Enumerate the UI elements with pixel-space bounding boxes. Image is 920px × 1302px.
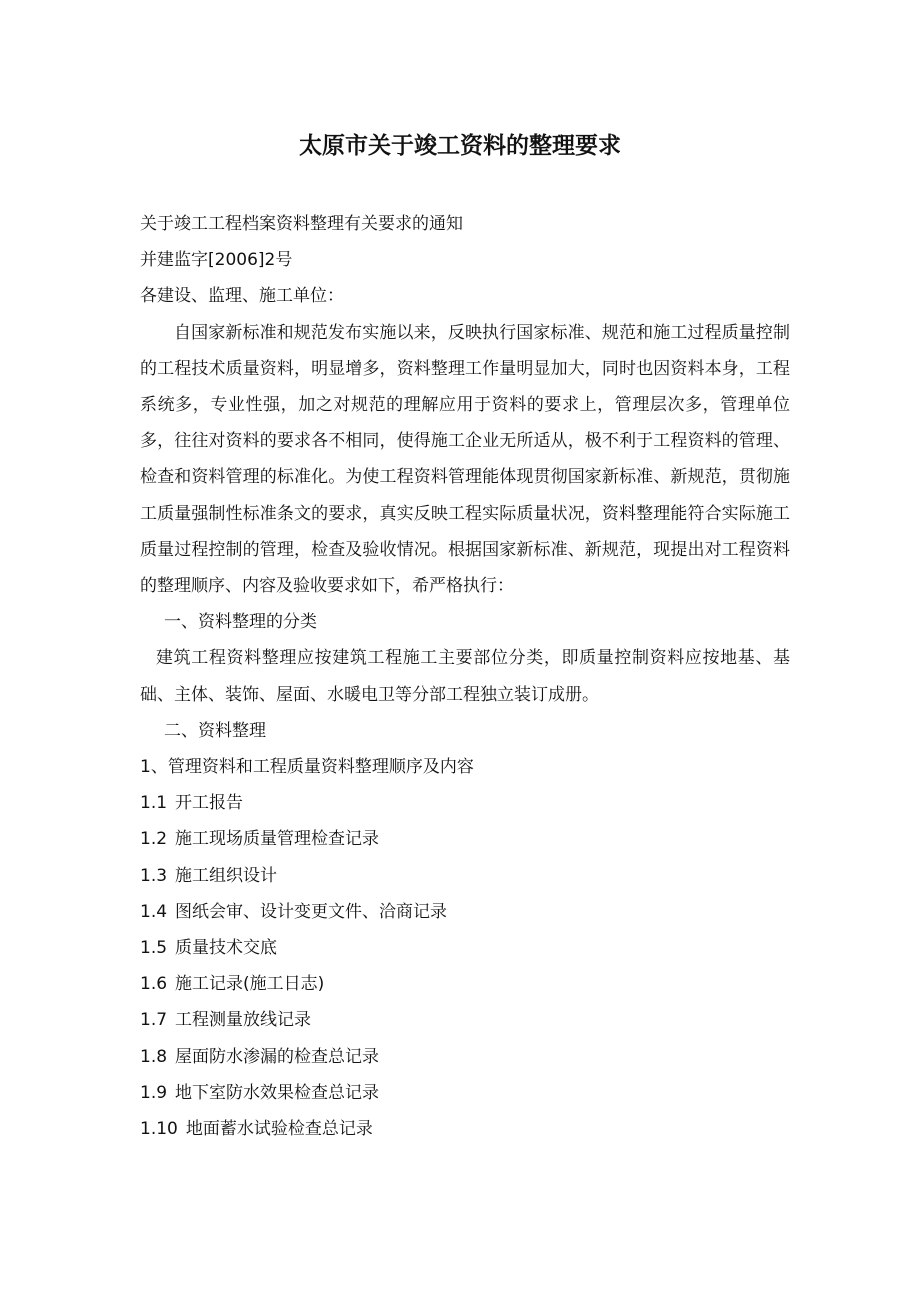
item-number: 1.1	[140, 793, 168, 814]
item-list	[140, 785, 790, 1147]
list-item	[140, 785, 790, 821]
item-text: 屋面防水渗漏的检查总记录	[175, 1046, 380, 1067]
list-item	[140, 1002, 790, 1038]
item-number: 1.8	[140, 1046, 168, 1067]
document-title: 太原市关于竣工资料的整理要求	[299, 132, 621, 159]
list-item	[140, 1075, 790, 1111]
item-number: 1.2	[140, 829, 168, 850]
item-text: 开工报告	[175, 793, 244, 814]
item-text: 地下室防水效果检查总记录	[175, 1082, 380, 1103]
subsection1-heading: 1、管理资料和工程质量资料整理顺序及内容	[140, 757, 474, 778]
intro-paragraph: 自国家新标准和规范发布实施以来，反映执行国家标准、规范和施工过程质量控制的工程技术质量资料，明显增多，资料整理工作量明显加大，同时也因资料本身，工程系统多，专业性强，加之对规范的理解应用于资料的要求上，管理层次多，管理单位多，往往对资料的要求各不相同，使得施工企业无所适从，极不利于工程资料的管理、检查和资料管理的标准化。为使工程资料管理能体现贯彻国家新标准、新规范，贯彻施工质量强制性标准条文的要求，真实反映工程实际质量状况，资料整理能符合实际施工质量过程控制的管理，检查及验收情况。根据国家新标准、新规范，现提出对工程资料的整理顺序、内容及验收要求如下，希严格执行：	[140, 322, 790, 597]
document-number: 并建监字[2006]2号	[140, 250, 293, 271]
list-item	[140, 966, 790, 1002]
item-number: 1.9	[140, 1082, 168, 1103]
item-text: 质量技术交底	[175, 938, 278, 959]
item-text: 地面蓄水试验检查总记录	[185, 1119, 373, 1140]
item-number: 1.5	[140, 938, 168, 959]
item-number: 1.3	[140, 865, 168, 886]
section1-text: 建筑工程资料整理应按建筑工程施工主要部位分类，即质量控制资料应按地基、基础、主体、装饰、屋面、水暖电卫等分部工程独立装订成册。	[140, 648, 790, 705]
list-item	[140, 821, 790, 857]
item-number: 1.6	[140, 974, 168, 995]
recipients-line: 各建设、监理、施工单位：	[140, 286, 344, 307]
list-item	[140, 930, 790, 966]
item-number: 1.10	[140, 1119, 178, 1140]
item-text: 工程测量放线记录	[175, 1010, 312, 1031]
section2-heading: 二、资料整理	[164, 720, 266, 741]
list-item	[140, 894, 790, 930]
item-text: 施工记录(施工日志)	[175, 974, 325, 995]
section1-heading: 一、资料整理的分类	[164, 612, 317, 633]
item-text: 施工组织设计	[175, 865, 278, 886]
item-number: 1.4	[140, 901, 168, 922]
item-text: 施工现场质量管理检查记录	[175, 829, 380, 850]
item-number: 1.7	[140, 1010, 168, 1031]
item-text: 图纸会审、设计变更文件、洽商记录	[175, 901, 448, 922]
list-item	[140, 1111, 790, 1147]
document-body	[140, 206, 790, 1147]
list-item	[140, 858, 790, 894]
notice-title: 关于竣工工程档案资料整理有关要求的通知	[140, 214, 463, 234]
list-item	[140, 1039, 790, 1075]
